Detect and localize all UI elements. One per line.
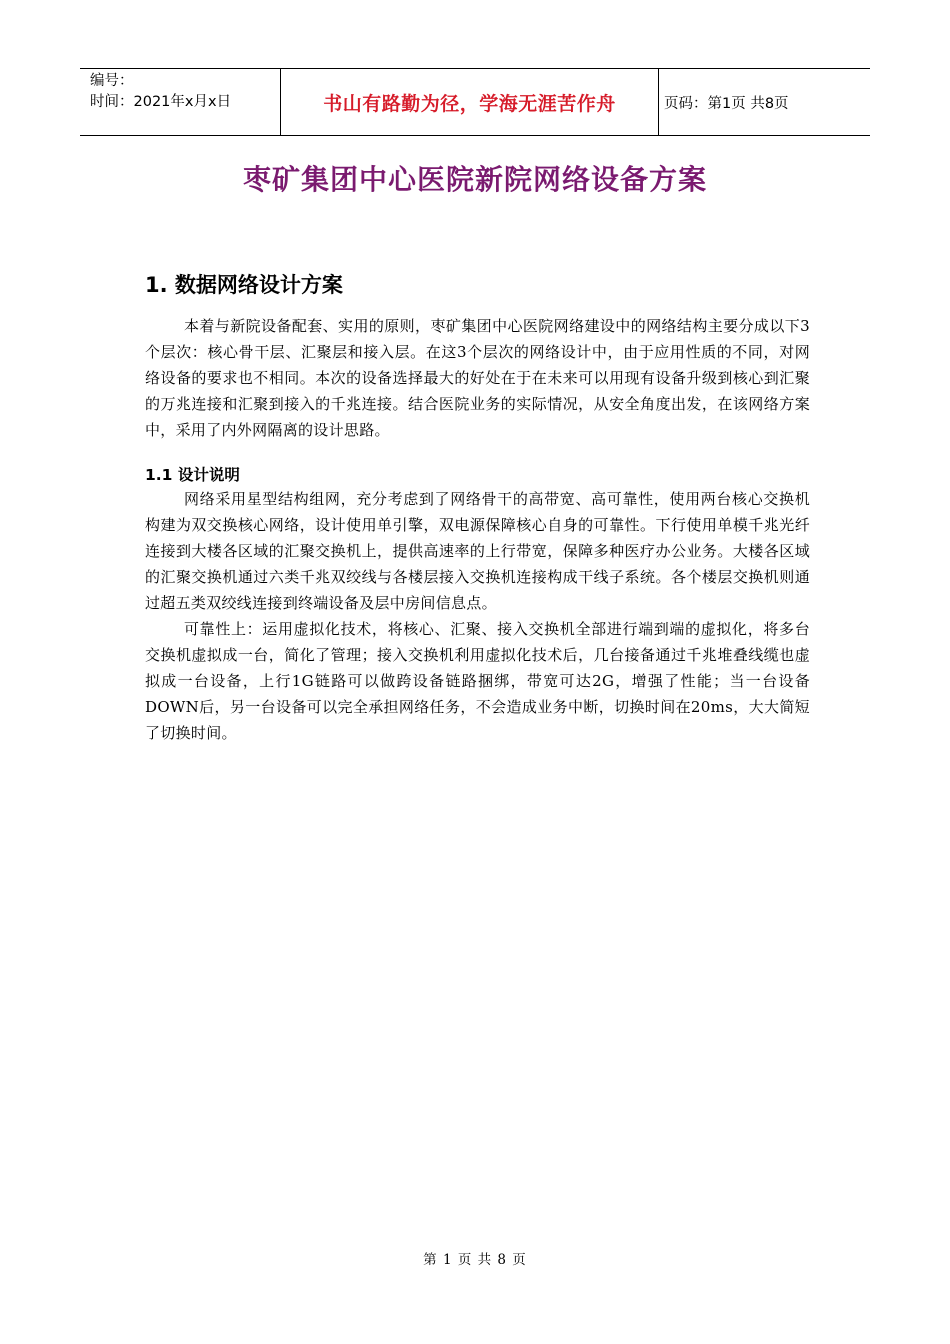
section-1-1-body bbox=[145, 486, 810, 746]
section-1-paragraph: 本着与新院设备配套、实用的原则，枣矿集团中心医院网络建设中的网络结构主要分成以下3个层次：核心骨干层、汇聚层和接入层。在这3个层次的网络设计中，由于应用性质的不同，对网络设备的要求也不相同。本次的设备选择最大的好处在于在未来可以用现有设备升级到核心到汇聚的万兆连接和汇聚到接入的千兆连接。结合医院业务的实际情况，从安全角度出发，在该网络方案中，采用了内外网隔离的设计思路。 bbox=[145, 317, 810, 439]
header-page-info: 页码：第1页 共8页 bbox=[664, 95, 789, 112]
serial-label: 编号： bbox=[90, 73, 134, 89]
header-meta bbox=[80, 69, 281, 135]
document-title: 枣矿集团中心医院新院网络设备方案 bbox=[242, 163, 707, 196]
header-table bbox=[80, 68, 870, 136]
section-1-1-paragraph-2: 可靠性上：运用虚拟化技术，将核心、汇聚、接入交换机全部进行端到端的虚拟化，将多台交换机虚拟成一台，简化了管理；接入交换机利用虚拟化技术后，几台接备通过千兆堆叠线缆也虚拟成一台设备，上行1G链路可以做跨设备链路捆绑，带宽可达2G，增强了性能；当一台设备DOWN后，另一台设备可以完全承担网络任务，不会造成业务中断，切换时间在20ms，大大简短了切换时间。 bbox=[145, 620, 810, 742]
section-1-body bbox=[145, 313, 810, 443]
section-1-1-paragraph-1: 网络采用星型结构组网，充分考虑到了网络骨干的高带宽、高可靠性，使用两台核心交换机构建为双交换核心网络，设计使用单引擎，双电源保障核心自身的可靠性。下行使用单模千兆光纤连接到大楼各区域的汇聚交换机上，提供高速率的上行带宽，保障多种医疗办公业务。大楼各区域的汇聚交换机通过六类千兆双绞线与各楼层接入交换机连接构成干线子系统。各个楼层交换机则通过超五类双绞线连接到终端设备及层中房间信息点。 bbox=[145, 490, 810, 612]
page-footer: 第 1 页 共 8 页 bbox=[423, 1252, 527, 1268]
header-motto: 书山有路勤为径，学海无涯苦作舟 bbox=[281, 69, 659, 135]
section-heading-1: 1. 数据网络设计方案 bbox=[145, 273, 343, 297]
section-heading-1-1: 1.1 设计说明 bbox=[145, 466, 240, 484]
time-label: 时间：2021年x月x日 bbox=[90, 94, 232, 110]
